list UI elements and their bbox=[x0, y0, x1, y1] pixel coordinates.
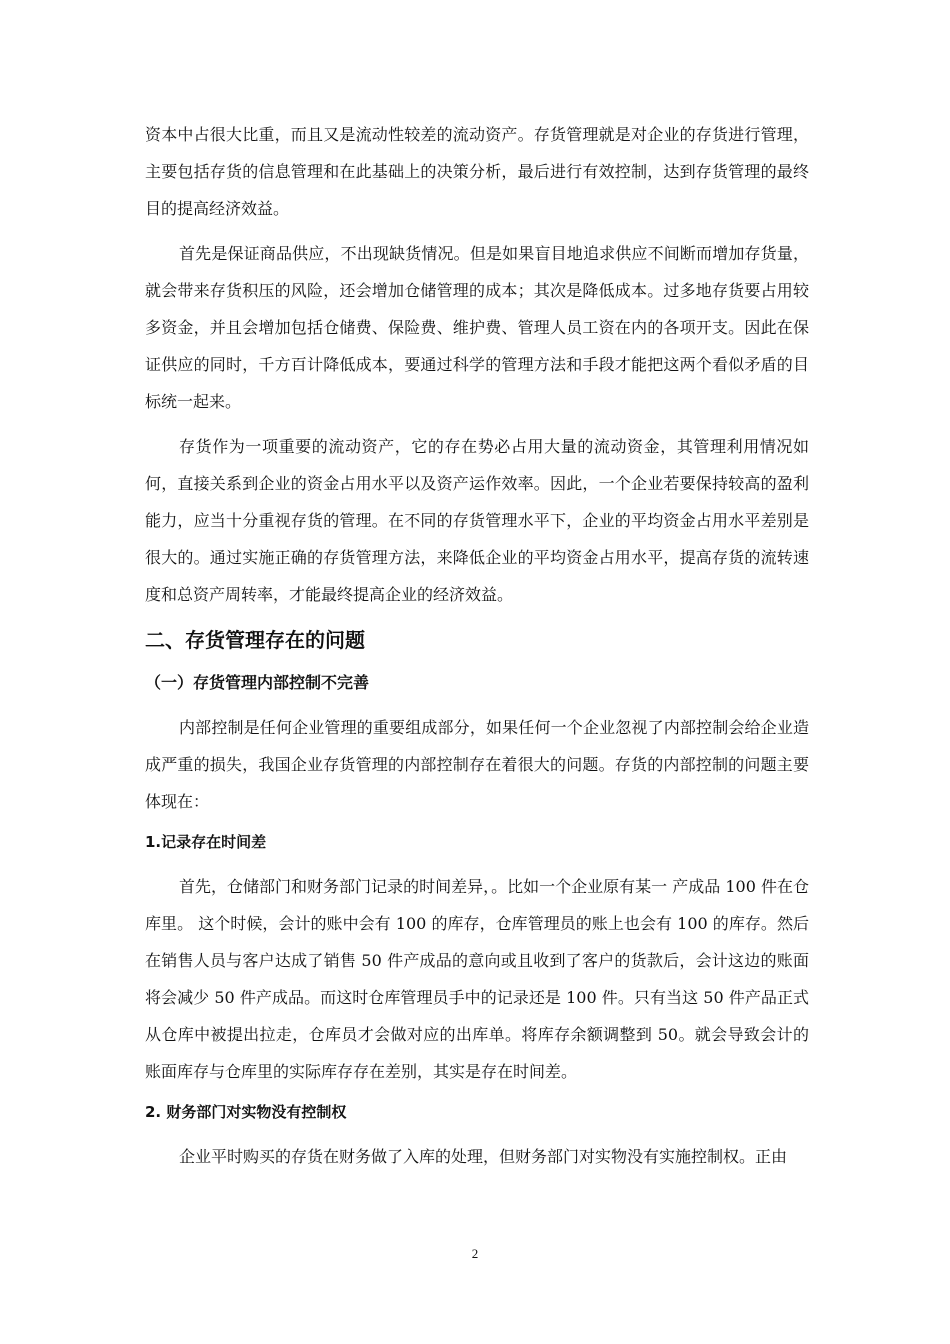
page-number: 2 bbox=[471, 1246, 479, 1261]
section-heading: 二、存货管理存在的问题 bbox=[145, 628, 365, 652]
item1-heading: 1.记录存在时间差 bbox=[145, 833, 267, 851]
paragraph-goals: 首先是保证商品供应，不出现缺货情况。但是如果盲目地追求供应不间断而增加存货量，就会带来存货积压的风险，还会增加仓储管理的成本；其次是降低成本。过多地存货要占用较多资金，并且会增加包括仓储费、保险费、维护费、管理人员工资在内的各项开支。因此在保证供应的同时，千方百计降低成本，要通过科学的管理方法和手段才能把这两个看似矛盾的目标统一起来。 bbox=[145, 244, 809, 411]
paragraph-intro-continued: 资本中占很大比重，而且又是流动性较差的流动资产。存货管理就是对企业的存货进行管理，主要包括存货的信息管理和在此基础上的决策分析，最后进行有效控制，达到存货管理的最终目的提高经济效益。 bbox=[145, 125, 809, 218]
document-body bbox=[145, 116, 809, 1183]
subsection-heading: （一）存货管理内部控制不完善 bbox=[145, 673, 370, 692]
item2-heading: 2. 财务部门对实物没有控制权 bbox=[145, 1103, 347, 1121]
paragraph-finance-control: 企业平时购买的存货在财务做了入库的处理，但财务部门对实物没有实施控制权。正由 bbox=[179, 1147, 788, 1166]
paragraph-internal-control: 内部控制是任何企业管理的重要组成部分，如果任何一个企业忽视了内部控制会给企业造成严重的损失，我国企业存货管理的内部控制存在着很大的问题。存货的内部控制的问题主要体现在： bbox=[145, 718, 809, 811]
paragraph-time-difference: 首先，仓储部门和财务部门记录的时间差异，。比如一个企业原有某一 产成品 100 件在仓库里。 这个时候，会计的账中会有 100 的库存，仓库管理员的账上也会有 100 的库存。然后在销售人员与客户达成了销售 50 件产成品的意向或且收到了客户的货款后，会计这边的账面将会减少 50 件产成品。而这时仓库管理员手中的记录还是 100 件。只有当这 50 件产品正式从仓库中被提出拉走，仓库员才会做对应的出库单。将库存余额调整到 50。就会导致会计的账面库存与仓库里的实际库存存在差别，其实是存在时间差。 bbox=[145, 877, 809, 1081]
paragraph-importance: 存货作为一项重要的流动资产，它的存在势必占用大量的流动资金，其管理利用情况如何，直接关系到企业的资金占用水平以及资产运作效率。因此，一个企业若要保持较高的盈利能力，应当十分重视存货的管理。在不同的存货管理水平下，企业的平均资金占用水平差别是很大的。通过实施正确的存货管理方法，来降低企业的平均资金占用水平，提高存货的流转速度和总资产周转率，才能最终提高企业的经济效益。 bbox=[145, 437, 809, 604]
